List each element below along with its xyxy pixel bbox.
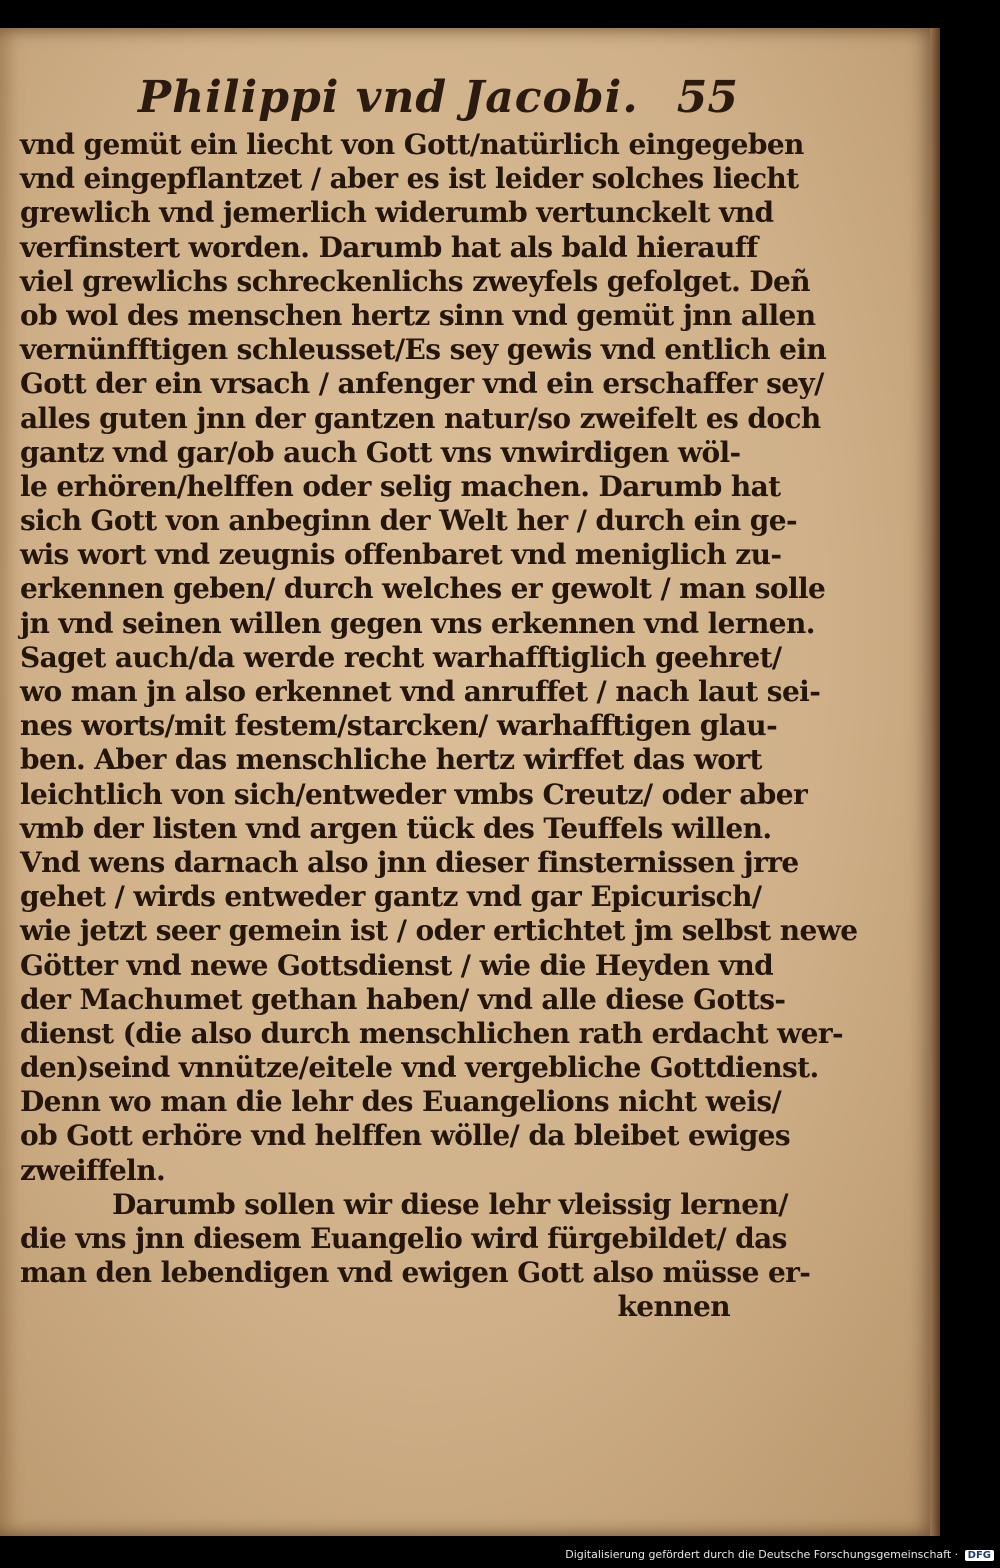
text-line: jn vnd seinen willen gegen vns erkennen vnd lernen. [20, 606, 815, 640]
text-line: gehet / wirds entweder gantz vnd gar Epicurisch/ [20, 880, 762, 914]
text-line: vmb der listen vnd argen tück des Teuffels willen. [20, 811, 772, 845]
dfg-logo: DFG [965, 1550, 994, 1561]
text-line: sich Gott von anbeginn der Welt her / durch ein ge- [20, 504, 798, 538]
text-line: ob Gott erhöre vnd helffen wölle/ da bleibet ewiges [20, 1119, 791, 1153]
book-page [0, 28, 940, 1536]
text-line: vnd eingepflantzet / aber es ist leider solches liecht [20, 162, 799, 196]
page-number: 55 [676, 72, 738, 123]
text-line: le erhören/helffen oder selig machen. Darumb hat [20, 469, 781, 503]
text-line: erkennen geben/ durch welches er gewolt / man solle [20, 572, 826, 606]
text-line: grewlich vnd jemerlich widerumb vertunckelt vnd [20, 196, 774, 230]
text-line: Vnd wens darnach also jnn dieser finsternissen jrre [20, 845, 799, 879]
text-line: ben. Aber das menschliche hertz wirffet das wort [20, 743, 762, 777]
text-line: verfinstert worden. Darumb hat als bald hierauff [20, 230, 758, 264]
digitization-credit: Digitalisierung gefördert durch die Deutsche Forschungsgemeinschaft · DFG [565, 1548, 994, 1561]
text-line: viel grewlichs schreckenlichs zweyfels gefolget. Deñ [20, 264, 811, 298]
text-line: Denn wo man die lehr des Euangelions nicht weis/ [20, 1085, 782, 1119]
text-line: dienst (die also durch menschlichen rath erdacht wer- [20, 1016, 844, 1050]
text-line: nes worts/mit festem/starcken/ warhafftigen glau- [20, 709, 778, 743]
text-line: zweiffeln. [20, 1153, 166, 1187]
text-line-paragraph-start: Darumb sollen wir diese lehr vleissig lernen/ [112, 1187, 788, 1221]
text-line: vernünfftigen schleusset/Es sey gewis vnd entlich ein [20, 333, 827, 367]
text-line: die vns jnn diesem Euangelio wird fürgebildet/ das [20, 1222, 787, 1255]
page-edge-shadow [930, 28, 940, 1536]
text-line: man den lebendigen vnd ewigen Gott also müsse er- [20, 1256, 811, 1290]
page-header [138, 72, 738, 132]
text-line: alles guten jnn der gantzen natur/so zweifelt es doch [20, 401, 821, 435]
text-line: ob wol des menschen hertz sinn vnd gemüt jnn allen [20, 298, 816, 332]
text-line: der Machumet gethan haben/ vnd alle diese Gotts- [20, 982, 786, 1016]
text-line: Gott der ein vrsach / anfenger vnd ein erschaffer sey/ [20, 367, 824, 401]
text-line: gantz vnd gar/ob auch Gott vns vnwirdigen wöl- [20, 435, 741, 469]
text-line: vnd gemüt ein liecht von Gott/natürlich eingegeben [20, 128, 804, 161]
body-text [20, 128, 858, 1325]
running-title: Philippi vnd Jacobi. [138, 72, 639, 123]
text-line: Saget auch/da werde recht warhafftiglich geehret/ [20, 640, 782, 674]
text-line: den)seind vnnütze/eitele vnd vergebliche Gottdienst. [20, 1051, 819, 1085]
text-line: leichtlich von sich/entweder vmbs Creutz/ oder aber [20, 777, 808, 811]
text-line: Götter vnd newe Gottsdienst / wie die Heyden vnd [20, 948, 774, 982]
text-line: wo man jn also erkennet vnd anruffet / nach laut sei- [20, 675, 821, 708]
text-line: wie jetzt seer gemein ist / oder ertichtet jm selbst newe [20, 914, 858, 948]
credit-text: Digitalisierung gefördert durch die Deutsche Forschungsgemeinschaft [565, 1548, 952, 1561]
catchword: kennen [617, 1290, 730, 1324]
text-line: wis wort vnd zeugnis offenbaret vnd meniglich zu- [20, 538, 782, 572]
